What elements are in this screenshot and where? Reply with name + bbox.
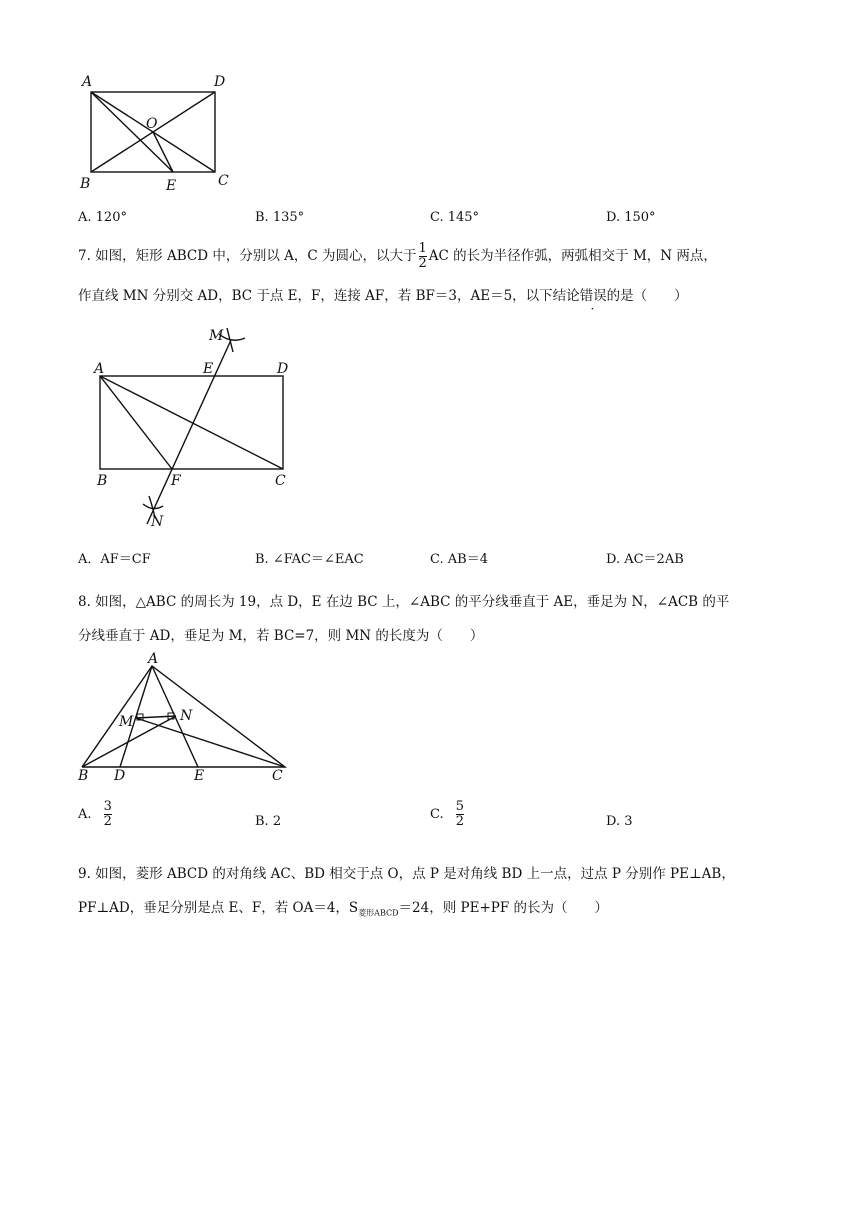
q8-stem-line2: 分线垂直于 AD，垂足为 M，若 BC=7，则 MN 的长度为（ ） [78, 628, 484, 644]
q8-option-a [78, 800, 114, 829]
q7-label-e: E [203, 361, 214, 377]
q9-text-2: ＝24，则 PE+PF 的长为（ ） [398, 900, 608, 916]
q6-label-d: D [214, 74, 226, 90]
q8-label-e: E [194, 768, 205, 784]
q6-option-d: D. 150° [606, 210, 656, 225]
q6-label-a: A [82, 74, 93, 90]
q9-text-1: PF⊥AD，垂足分别是点 E、F，若 OA＝4，S [78, 900, 359, 916]
q7-label-a: A [94, 361, 105, 377]
q7-label-f: F [171, 473, 181, 489]
q6-label-e: E [166, 178, 177, 194]
q7-figure [85, 322, 305, 532]
q7-stem-line1 [78, 242, 778, 271]
q7-label-c: C [275, 473, 286, 489]
q8-option-c-num: 5 [455, 799, 465, 814]
q8-label-a: A [148, 652, 159, 667]
q8-label-d: D [114, 768, 126, 784]
q7-text-2: AC 的长为半径作弧，两弧相交于 M，N 两点， [428, 248, 717, 264]
q8-option-a-num: 3 [103, 799, 112, 814]
q8-segment-mn [136, 716, 176, 718]
q8-label-b: B [78, 768, 89, 784]
q7-stem-line2 [78, 286, 778, 306]
q7-line-mn [147, 340, 231, 524]
q7-option-a: A．AF＝CF [78, 552, 151, 567]
q8-option-a-prefix: A. [78, 807, 92, 822]
q8-label-c: C [272, 768, 283, 784]
q9-stem-line1: 9. 如图，菱形 ABCD 的对角线 AC、BD 相交于点 O，点 P 是对角线 BD 上一点，过点 P 分别作 PE⊥AB， [78, 866, 735, 882]
q7-option-c: C. AB＝4 [430, 552, 488, 567]
q8-label-m: M [119, 714, 134, 730]
q7-text-1: 7. 如图，矩形 ABCD 中，分别以 A，C 为圆心，以大于 [78, 248, 417, 264]
q6-label-b: B [80, 176, 91, 192]
q7-diagonal-ac [100, 376, 283, 469]
q7-label-n: N [151, 514, 164, 530]
q7-option-d: D. AC＝2AB [606, 552, 684, 567]
q7-segment-af [100, 376, 172, 469]
q6-option-b: B. 135° [255, 210, 305, 225]
q7-text-3: 作直线 MN 分别交 AD，BC 于点 E，F，连接 AF，若 BF＝3，AE＝5，以下结论 [78, 288, 580, 304]
q6-option-c: C. 145° [430, 210, 480, 225]
q7-label-b: B [97, 473, 108, 489]
q8-option-d: D. 3 [606, 814, 633, 829]
q6-segment-ae [91, 92, 173, 172]
q9-stem-line2 [78, 898, 778, 924]
q8-option-c-den: 2 [455, 814, 465, 829]
q7-frac-den: 2 [418, 256, 427, 271]
q8-option-a-den: 2 [103, 814, 112, 829]
q8-option-c [430, 800, 466, 829]
q6-figure [70, 70, 240, 195]
q6-label-o: O [146, 116, 158, 132]
q7-option-b: B. ∠FAC＝∠EAC [255, 552, 364, 567]
q7-frac-num: 1 [418, 241, 427, 256]
q7-fraction [419, 242, 427, 271]
q7-emphasis: 错误 [579, 288, 607, 304]
q8-bisector-c [136, 718, 285, 767]
q8-option-c-prefix: C. [430, 807, 444, 822]
q8-option-a-fraction [104, 800, 112, 829]
q8-figure [70, 652, 300, 787]
q8-option-c-fraction [456, 800, 464, 829]
q6-option-a: A. 120° [78, 210, 127, 225]
q9-subscript: 菱形ABCD [358, 908, 399, 918]
q8-label-n: N [180, 708, 193, 724]
q8-stem-line1: 8. 如图，△ABC 的周长为 19，点 D，E 在边 BC 上，∠ABC 的平分线垂直于 AE，垂足为 N，∠ACB 的平 [78, 594, 730, 610]
q8-option-b: B. 2 [255, 814, 282, 829]
q6-label-c: C [218, 173, 229, 189]
q7-text-4: 的是（ ） [606, 288, 688, 304]
q7-label-d: D [277, 361, 289, 377]
q7-label-m: M [209, 328, 224, 344]
